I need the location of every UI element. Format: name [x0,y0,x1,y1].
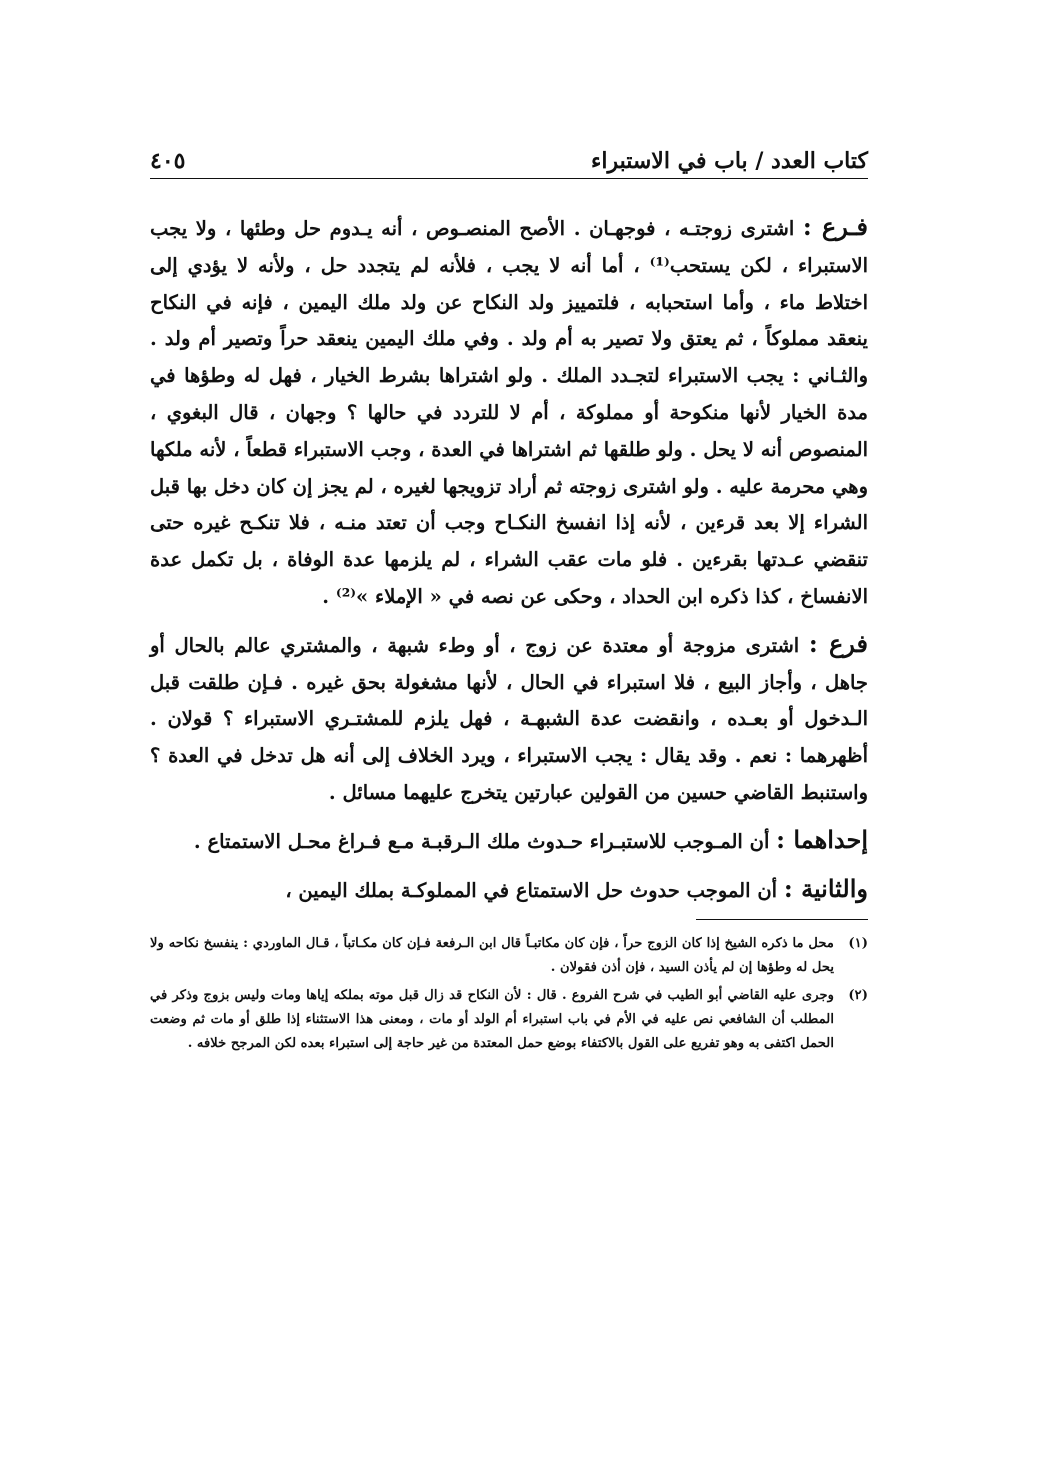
main-text [150,209,868,909]
footnote-rule [696,919,868,920]
paragraph-text: اشترى زوجتـه ، فوجهـان . الأصح المنصـوص ، أنه يـدوم حل وطئها ، ولا يجب الاستبراء ، لكن يستحب⁽¹⁾ ، أما أنه لا يجب ، فلأنه لم يتجدد حل ، ولأنه لا يؤدي إلى اختلاط ماء ، وأما استحبابه ، فلتمييز ولد النكاح عن ولد ملك اليمين ، فإنه في النكاح ينعقد مملوكاً ، ثم يعتق ولا تصير به أم ولد . وفي ملك اليمين ينعقد حراً وتصير أم ولد . والثـاني : يجب الاستبراء لتجـدد الملك . ولو اشتراها بشرط الخيار ، فهل له وطؤها في مدة الخيار لأنها منكوحة أو مملوكة ، أم لا للتردد في حالها ؟ وجهان ، قال البغوي ، المنصوص أنه لا يحل . ولو طلقها ثم اشتراها في العدة ، وجب الاستبراء قطعاً ، لأنه ملكها وهي محرمة عليه . ولو اشترى زوجته ثم أراد تزويجها لغيره ، لم يجز إن كان دخل بها قبل الشراء إلا بعد قرءين ، لأنه إذا انفسخ النكـاح وجب أن تعتد منـه ، فلا تنكـح غيره حتى تنقضي عـدتها بقرءين . فلو مات عقب الشراء ، لم يلزمها عدة الوفاة ، بل تكمل عدة الانفساخ ، كذا ذكره ابن الحداد ، وحكى عن نصه في « الإملاء »⁽²⁾ . [150,217,868,608]
paragraph [150,209,868,616]
paragraph-text: اشترى مزوجة أو معتدة عن زوج ، أو وطء شبهة ، والمشتري عالم بالحال أو جاهل ، وأجاز البيع ، فلا استبراء في الحال ، لأنها مشغولة بحق غيره . فـإن طلقت قبل الـدخول أو بعـده ، وانقضت عدة الشبهـة ، فهل يلزم للمشتـري الاستبراء ؟ قولان . أظهرهما : نعم . وقد يقال : يجب الاستبراء ، ويرد الخلاف إلى أنه هل تدخل في العدة ؟ واستنبط القاضي حسين من القولين عبارتين يتخرج عليهما مسائل . [150,633,868,804]
footnote-number: (١) [848,936,868,952]
page-number: ٤٠٥ [150,148,186,174]
paragraph [150,626,868,812]
paragraph-text: أن الموجب حدوث حل الاستمتاع في المملوكـة بملك اليمين ، [285,878,784,902]
footnotes [150,932,868,1056]
paragraph-term: إحداهما : [776,824,868,854]
header-title: كتاب العدد / باب في الاستبراء [591,148,868,174]
paragraph [150,871,868,910]
running-header [150,140,868,174]
paragraph [150,822,868,861]
footnote-text: وجرى عليه القاضي أبو الطيب في شرح الفروع . قال : لأن النكاح قد زال قبل موته بملكه إياها ومات وليس بزوج وذكر في المطلب أن الشافعي نص عليه في الأم في باب استبراء أم الولد أو مات ، ومعنى هذا الاستثناء إذا طلق أو مات ثم وضعت الحمل اكتفى به وهو تفريع على القول بالاكتفاء بوضع حمل المعتدة من غير حاجة إلى استبراء بعده لكن المرجح خلافه . [150,988,834,1052]
footnote [150,932,868,980]
footnote [150,984,868,1056]
paragraph-term: والثانية : [783,873,868,903]
footnote-text: محل ما ذكره الشيخ إذا كان الزوج حراً ، فإن كان مكاتبـاً قال ابن الـرفعة فـإن كان مكـاتباً ، قـال الماوردي : ينفسخ نكاحه ولا يحل له وطؤها إن لم يأذن السيد ، فإن أذن فقولان . [150,936,834,976]
footnote-number: (٢) [848,988,868,1004]
paragraph-text: أن المـوجب للاستبـراء حـدوث ملك الـرقبـة مـع فـراغ محـل الاستمتاع . [193,829,777,853]
header-rule [150,178,868,179]
paragraph-term: فـرع : [802,212,869,241]
book-page [150,140,868,1060]
paragraph-term: فرع : [808,628,869,658]
